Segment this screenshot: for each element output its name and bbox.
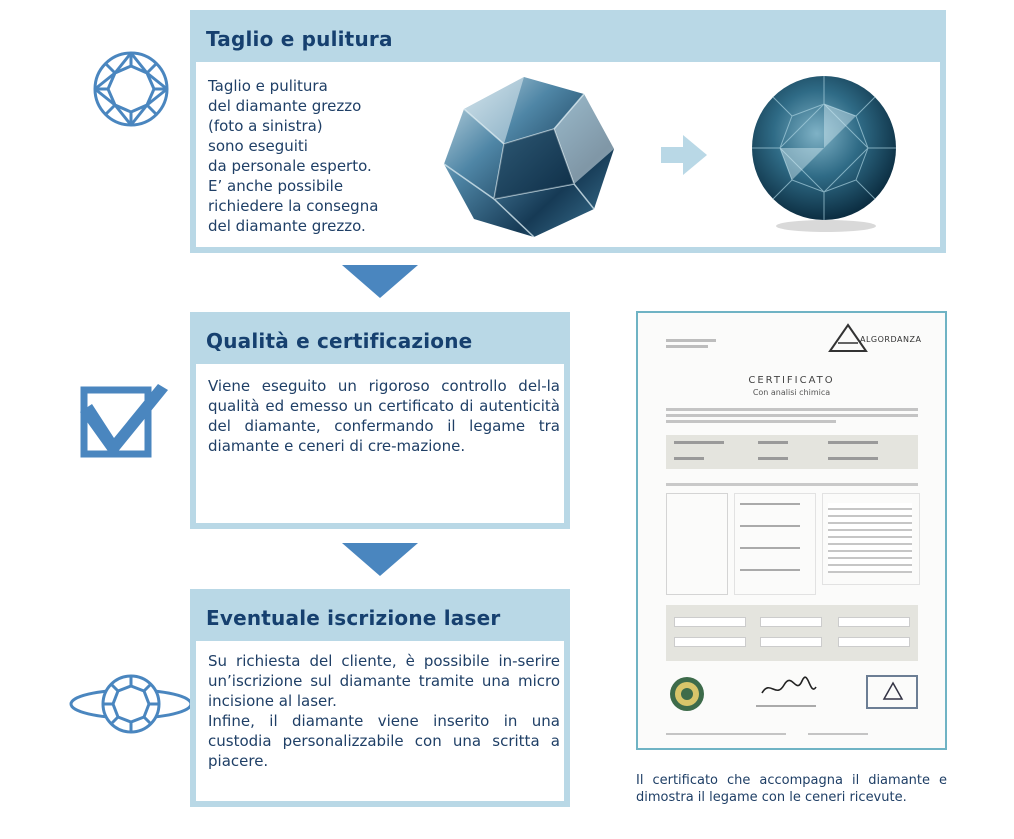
certificate-subheading: Con analisi chimica [752,388,831,397]
signature-icon [758,675,818,701]
section-title: Eventuale iscrizione laser [206,606,501,630]
section-header [196,16,940,62]
checkbox-check-icon [78,382,170,460]
section-text: Su richiesta del cliente, è possibile in-serire un’iscrizione sul diamante tramite una micro incisione al laser. Infine, il diamante viene inserito in una custodia personalizzabile con una scritta a piacere. [208,652,560,770]
diamond-laser-ring-icon [68,672,194,736]
arrow-down-icon [342,543,418,576]
certificate-heading: CERTIFICATO [748,375,835,386]
stamp-icon [866,675,918,709]
section-title: Taglio e pulitura [206,27,393,51]
section-text: Taglio e pulitura del diamante grezzo (foto a sinistra) sono eseguiti da personale esperto. E’ anche possibile richiedere la consegna del diamante grezzo. [208,77,379,235]
certificate-brand: ALGORDANZA [860,335,922,344]
seal-icon [668,675,706,713]
section-header [196,595,564,641]
certificate-caption: Il certificato che accompagna il diamante e dimostra il legame con le ceneri ricevute. [636,773,947,805]
certificate-image [636,311,947,750]
section-cut-polish [190,10,946,253]
section-title: Qualità e certificazione [206,329,473,353]
section-laser-inscription [190,589,570,807]
arrow-right-icon [661,135,707,175]
arrow-down-icon [342,265,418,298]
diamond-top-view-icon [92,50,170,128]
section-text: Viene eseguito un rigoroso controllo del-la qualità ed emesso un certificato di autenticità del diamante, confermando il legame tra diamante e ceneri di cre-mazione. [208,377,560,455]
section-quality-certification [190,312,570,529]
rough-diamond-image [434,69,624,241]
cut-diamond-image [744,66,904,236]
section-header [196,318,564,364]
